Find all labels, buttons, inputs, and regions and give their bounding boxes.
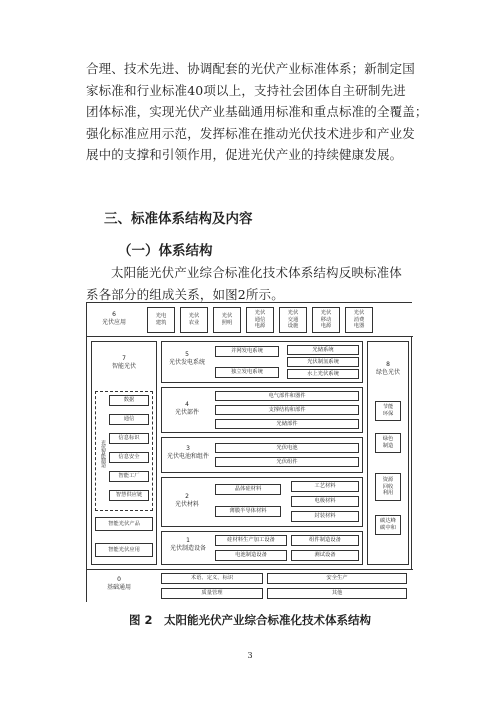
smart-pv-label: 7 智能光伏 (111, 355, 136, 370)
app-transport: 光伏 交通 设施 (279, 307, 307, 333)
pv-storage-system: 光储系统 (287, 345, 359, 355)
storage-components: 光储部件 (215, 419, 359, 429)
terms-definitions: 术语、定义、标识 (161, 573, 263, 584)
green-item-carbon-neutral: 碳达峰 碳中和 (375, 515, 401, 535)
green-item-recycling: 资源 回收 利用 (375, 473, 401, 501)
app-telecom-power: 光伏 通信 电源 (246, 307, 274, 333)
encapsulation-materials: 封装材料 (291, 511, 359, 522)
standalone-system: 独立发电系统 (215, 367, 279, 378)
others: 其他 (267, 588, 407, 599)
thin-film-materials: 薄膜半导体材料 (215, 506, 281, 517)
paragraph-line: 合理、技术先进、协调配套的光伏产业标准体系；新制定国 (86, 61, 415, 76)
app-consumer-electronics: 光伏 消费 电器 (345, 307, 373, 333)
app-agriculture: 光伏 农业 (180, 307, 208, 333)
paragraph-line: 强化标准应用示范，发挥标准在推动光伏技术进步和产业发 (86, 125, 415, 141)
figure-caption: 图 2 太阳能光伏产业综合标准化技术体系结构 (128, 613, 371, 627)
structure-paragraph (86, 262, 426, 305)
quality-management: 质量管理 (161, 588, 263, 599)
green-item-green-manufacturing: 绿色 制造 (375, 433, 401, 453)
grid-connected-system: 并网发电系统 (215, 346, 279, 357)
pv-cells: 光伏电池 (215, 443, 359, 453)
cell-manufacturing-equipment: 电池制造设备 (215, 550, 287, 561)
smart-manufacturing-label: 光伏智能制造 (100, 439, 106, 467)
silicon-processing-equipment: 硅材料生产加工设备 (215, 535, 287, 546)
pv-components-label: 4 光伏部件 (174, 401, 199, 416)
green-pv-label: 8 绿色光伏 (375, 361, 400, 376)
app-mobile-power: 光伏 移动 电源 (312, 307, 340, 333)
pv-modules: 光伏组件 (215, 457, 359, 467)
green-item-energy-saving: 节能 环保 (375, 401, 401, 421)
smart-item-info-id: 信息标识 (109, 433, 149, 444)
smart-item-smart-factory: 智能工厂 (109, 471, 149, 482)
cells-modules-label: 3 光伏电池和组件 (166, 445, 209, 460)
smart-pv-products: 智能光伏产品 (95, 517, 153, 531)
manufacturing-equipment-label: 1 光伏制造设备 (169, 537, 206, 552)
paragraph-line: 家标准和行业标准40项以上，支持社会团体自主研制先进 (86, 82, 406, 98)
smart-item-data: 数据 (109, 395, 149, 406)
paragraph-line: 展中的支撑和引领作用，促进光伏产业的持续健康发展。 (86, 147, 403, 162)
production-safety: 安全生产 (267, 573, 407, 584)
crystalline-silicon-materials: 晶体硅材料 (215, 484, 281, 495)
standards-system-diagram (86, 302, 412, 602)
pv-hydrogen-system: 光伏制氢系统 (287, 357, 359, 367)
process-materials: 工艺材料 (291, 481, 359, 492)
smart-item-communication: 通信 (109, 414, 149, 425)
foundation-label: 0 基础通用 (106, 576, 131, 591)
power-system-label: 5 光伏发电系统 (168, 351, 205, 366)
page-number: 3 (247, 651, 253, 660)
module-manufacturing-equipment: 组件制造设备 (291, 535, 359, 546)
paragraph-line: 系各部分的组成关系，如图2所示。 (86, 286, 284, 302)
support-structures: 支撑结构和部件 (215, 405, 359, 415)
electrical-components: 电气部件和器件 (215, 391, 359, 401)
subsection-heading: （一）体系结构 (118, 243, 213, 259)
intro-paragraph (86, 58, 426, 166)
smart-item-supply-chain: 智慧供应链 (109, 490, 149, 501)
app-lighting: 光伏 照明 (213, 307, 241, 333)
smart-item-info-security: 信息安全 (109, 452, 149, 463)
smart-pv-applications: 智能光伏应用 (95, 543, 153, 557)
app-building: 光电 建筑 (147, 307, 175, 333)
paragraph-line: 团体标准，实现光伏产业基础通用标准和重点标准的全覆盖； (86, 104, 428, 119)
testing-equipment: 测试设备 (291, 550, 359, 561)
paragraph-line: 太阳能光伏产业综合标准化技术体系结构反映标准体 (111, 265, 402, 280)
pv-materials-label: 2 光伏材料 (174, 493, 199, 508)
floating-pv-system: 水上光伏系统 (287, 369, 359, 379)
electrode-materials: 电极材料 (291, 496, 359, 507)
section-heading: 三、标准体系结构及内容 (104, 211, 253, 227)
applications-label: 6 光伏应用 (101, 311, 126, 326)
